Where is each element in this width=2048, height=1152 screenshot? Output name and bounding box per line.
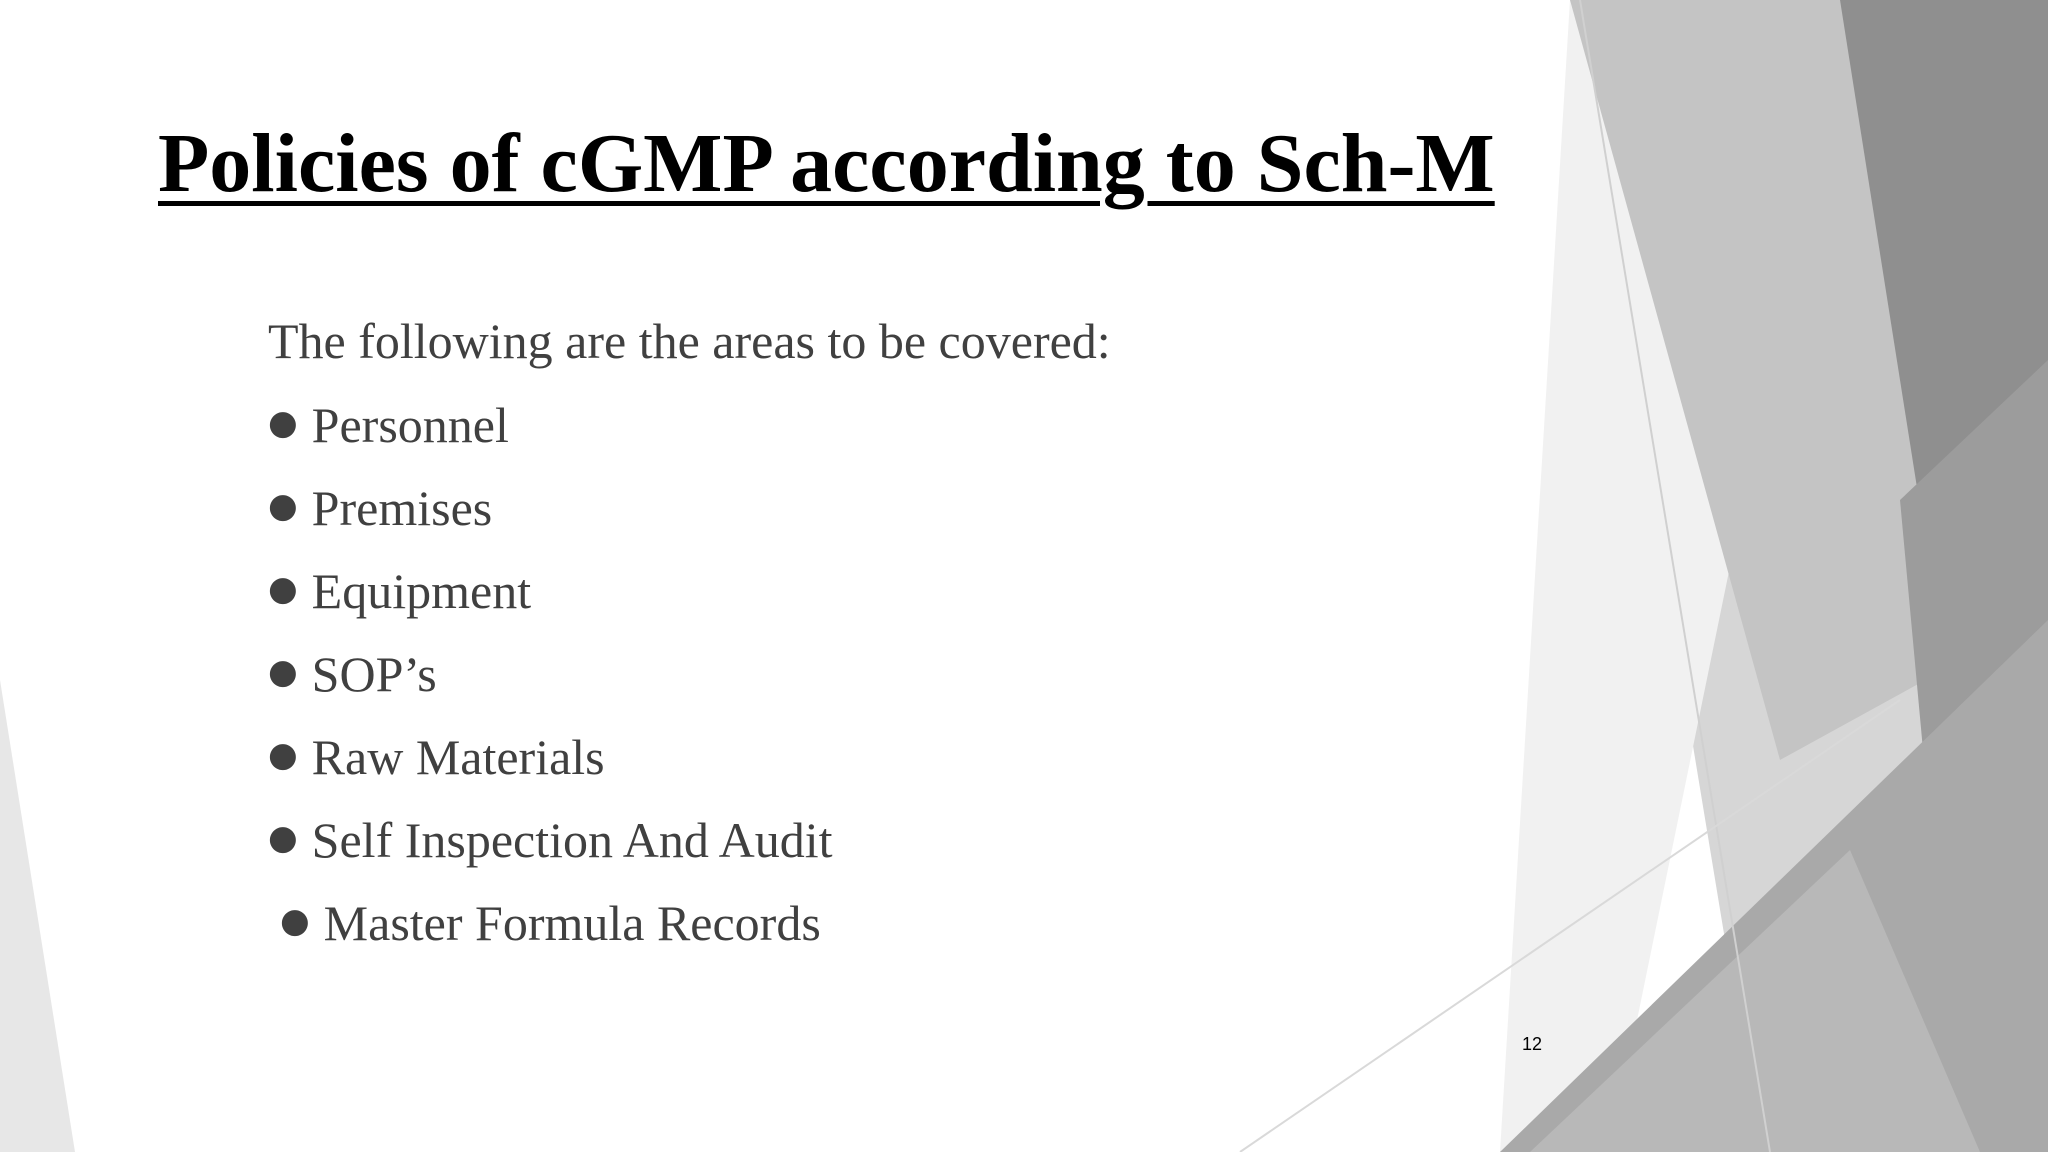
bullet-text: Equipment [311, 563, 532, 619]
list-item [268, 554, 832, 637]
list-item [268, 388, 832, 471]
list-item [268, 886, 832, 969]
bullet-icon: ● [268, 818, 298, 858]
page-number: 12 [1522, 1034, 1543, 1054]
bullet-text: Premises [311, 480, 493, 536]
bullet-icon: ● [280, 901, 310, 941]
slide-title: Policies of cGMP according to Sch-M [158, 117, 1495, 210]
bullet-text: SOP’s [311, 646, 437, 702]
list-item [268, 720, 832, 803]
bullet-text: Raw Materials [311, 729, 605, 785]
bullet-text: Self Inspection And Audit [311, 812, 833, 868]
bullet-icon: ● [268, 735, 298, 775]
bullet-icon: ● [268, 652, 298, 692]
bullet-text: Personnel [311, 397, 509, 453]
list-item [268, 471, 832, 554]
list-item [268, 803, 832, 886]
bullet-text: Master Formula Records [323, 895, 821, 951]
left-decor-triangle [0, 680, 75, 1152]
bullet-icon: ● [268, 486, 298, 526]
bullet-icon: ● [268, 569, 298, 609]
bullet-list [268, 388, 832, 969]
intro-text: The following are the areas to be covered: [268, 313, 1111, 369]
bullet-icon: ● [268, 403, 298, 443]
list-item [268, 637, 832, 720]
